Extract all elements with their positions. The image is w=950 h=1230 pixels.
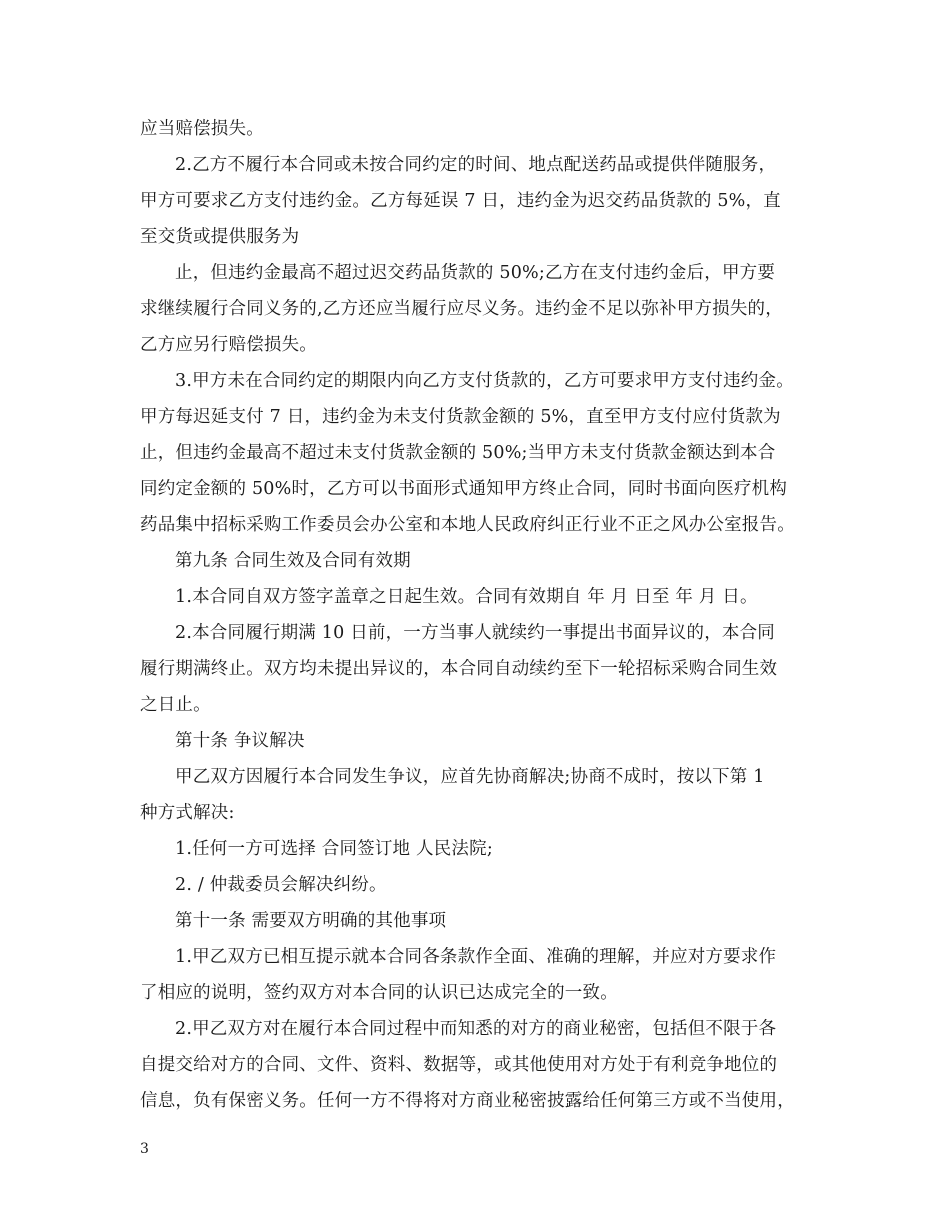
text-line: 了相应的说明，签约双方对本合同的认识已达成完全的一致。: [140, 983, 618, 1003]
text-line: 履行期满终止。双方均未提出异议的，本合同自动续约至下一轮招标采购合同生效: [140, 659, 778, 679]
text-line: 2.本合同履行期满 10 日前，一方当事人就续约一事提出书面异议的，本合同: [175, 623, 775, 643]
text-line: 3.甲方未在合同约定的期限内向乙方支付货款的，乙方可要求甲方支付违约金。: [175, 371, 794, 391]
text-line: 自提交给对方的合同、文件、资料、数据等，或其他使用对方处于有利竞争地位的: [140, 1055, 778, 1075]
text-line: 1.甲乙双方已相互提示就本合同各条款作全面、准确的理解，并应对方要求作: [175, 947, 777, 967]
text-line: 1.任何一方可选择 合同签订地 人民法院;: [175, 839, 493, 859]
text-line: 至交货或提供服务为: [140, 227, 300, 247]
text-line: 乙方应另行赔偿损失。: [140, 335, 317, 355]
text-line: 1.本合同自双方签字盖章之日起生效。合同有效期自 年 月 日至 年 月 日。: [175, 587, 758, 607]
text-line: 求继续履行合同义务的,乙方还应当履行应尽义务。违约金不足以弥补甲方损失的，: [140, 299, 783, 319]
text-line: 种方式解决:: [140, 803, 235, 823]
text-line: 药品集中招标采购工作委员会办公室和本地人民政府纠正行业不正之风办公室报告。: [140, 515, 795, 535]
text-line: 2. / 仲裁委员会解决纠纷。: [175, 875, 387, 895]
text-line: 同约定金额的 50%时，乙方可以书面形式通知甲方终止合同，同时书面向医疗机构: [140, 479, 788, 499]
section-heading: 第十条 争议解决: [175, 731, 305, 751]
text-line: 甲乙双方因履行本合同发生争议，应首先协商解决;协商不成时，按以下第 1: [175, 767, 765, 787]
text-line: 2.甲乙双方对在履行本合同过程中而知悉的对方的商业秘密，包括但不限于各: [175, 1019, 777, 1039]
text-line: 止，但违约金最高不超过未支付货款金额的 50%;当甲方未支付货款金额达到本合: [140, 443, 776, 463]
text-line: 止，但违约金最高不超过迟交药品货款的 50%;乙方在支付违约金后，甲方要: [175, 263, 776, 283]
text-line: 信息，负有保密义务。任何一方不得将对方商业秘密披露给任何第三方或不当使用，: [140, 1091, 795, 1111]
section-heading: 第九条 合同生效及合同有效期: [175, 551, 411, 571]
text-line: 之日止。: [140, 695, 211, 715]
text-line: 应当赔偿损失。: [140, 119, 264, 139]
text-line: 甲方每迟延支付 7 日，违约金为未支付货款金额的 5%，直至甲方支付应付货款为: [140, 407, 781, 427]
text-line: 甲方可要求乙方支付违约金。乙方每延误 7 日，违约金为迟交药品货款的 5%，直: [140, 191, 781, 211]
section-heading: 第十一条 需要双方明确的其他事项: [175, 911, 447, 931]
page-number: 3: [140, 1141, 149, 1157]
text-line: 2.乙方不履行本合同或未按合同约定的时间、地点配送药品或提供伴随服务，: [175, 155, 777, 175]
